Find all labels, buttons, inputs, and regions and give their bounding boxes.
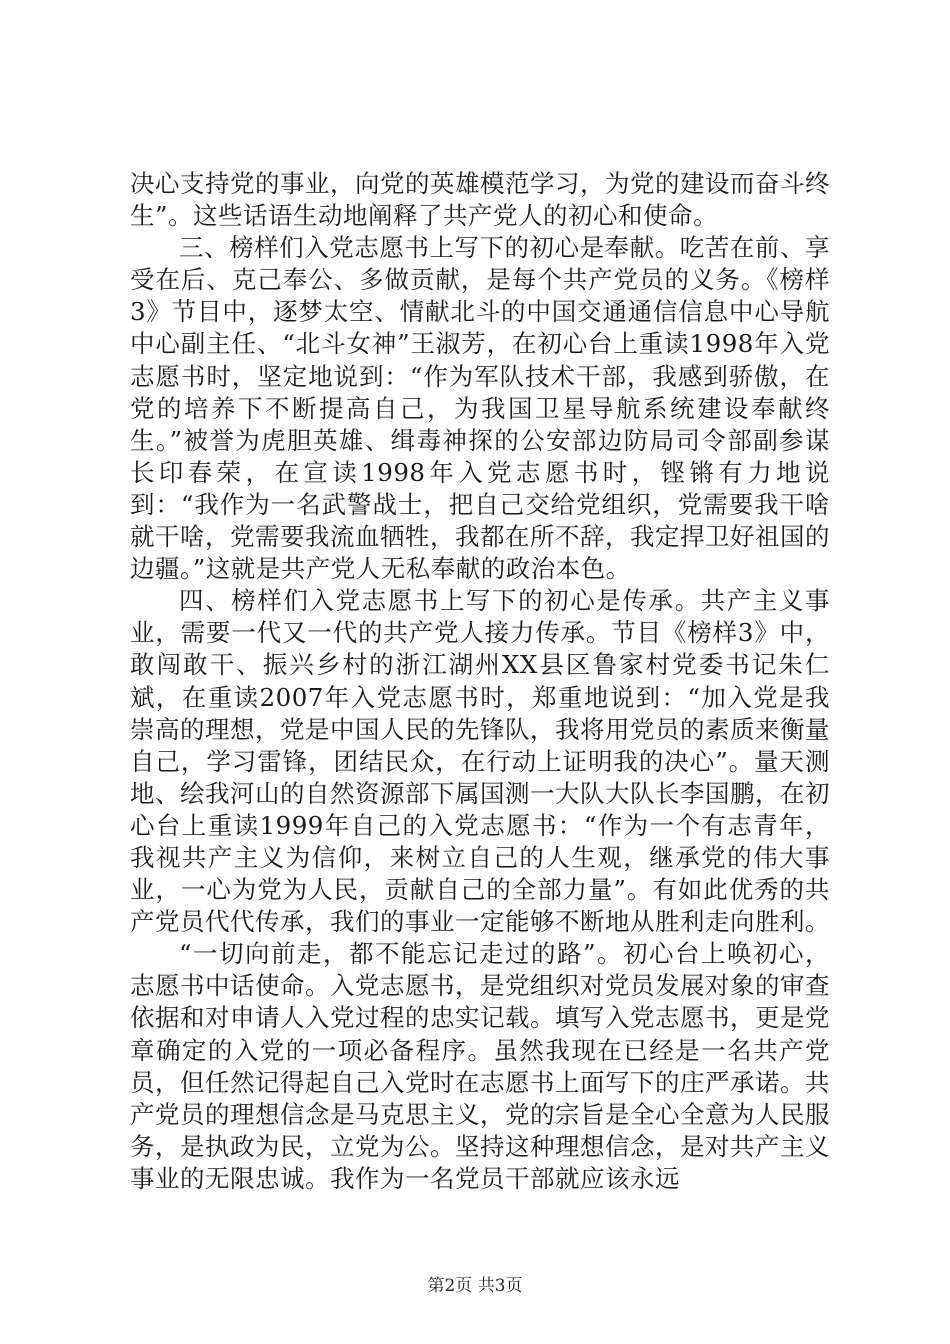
paragraph-2: 三、榜样们入党志愿书上写下的初心是奉献。吃苦在前、享受在后、克己奉公、多做贡献，是每个共产党员的义务。《榜样3》节目中，逐梦太空、情献北斗的中国交通通信信息中心导航中心副主任、“北斗女神”王淑芳，在初心台上重读1998年入党志愿书时，坚定地说到：“作为军队技术干部，我感到骄傲，在党的培养下不断提高自己，为我国卫星导航系统建设奉献终生。”被誉为虎胆英雄、缉毒神探的公安部边防局司令部副参谋长印春荣，在宣读1998年入党志愿书时，铿锵有力地说到：“我作为一名武警战士，把自己交给党组织，党需要我干啥就干啥，党需要我流血牺牲，我都在所不辞，我定捍卫好祖国的边疆。”这就是共产党人无私奉献的政治本色。 xyxy=(130,233,830,584)
paragraph-4: “一切向前走，都不能忘记走过的路”。初心台上唤初心，志愿书中话使命。入党志愿书，是党组织对党员发展对象的审查依据和对申请人入党过程的忠实记载。填写入党志愿书，更是党章确定的入党的一项必备程序。虽然我现在已经是一名共产党员，但任然记得起自己入党时在志愿书上面写下的庄严承诺。共产党员的理想信念是马克思主义，党的宗旨是全心全意为人民服务，是执政为民，立党为公。坚持这种理想信念，是对共产主义事业的无限忠诚。我作为一名党员干部就应该永远 xyxy=(130,939,830,1193)
paragraph-3: 四、榜样们入党志愿书上写下的初心是传承。共产主义事业，需要一代又一代的共产党人接力传承。节目《榜样3》中，敢闯敢干、振兴乡村的浙江湖州XX县区鲁家村党委书记朱仁斌，在重读2007年入党志愿书时，郑重地说到：“加入党是我崇高的理想，党是中国人民的先锋队，我将用党员的素质来衡量自己，学习雷锋，团结民众，在行动上证明我的决心”。量天测地、绘我河山的自然资源部下属国测一大队大队长李国鹏，在初心台上重读1999年自己的入党志愿书：“作为一个有志青年，我视共产主义为信仰，来树立自己的人生观，继承党的伟大事业，一心为党为人民，贡献自己的全部力量”。有如此优秀的共产党员代代传承，我们的事业一定能够不断地从胜利走向胜利。 xyxy=(130,586,830,937)
page-footer: 第2页 共3页 xyxy=(427,1276,523,1296)
paragraph-1: 决心支持党的事业，向党的英雄模范学习，为党的建设而奋斗终生”。这些话语生动地阐释了共产党人的初心和使命。 xyxy=(130,169,830,231)
document-body xyxy=(130,168,830,1195)
